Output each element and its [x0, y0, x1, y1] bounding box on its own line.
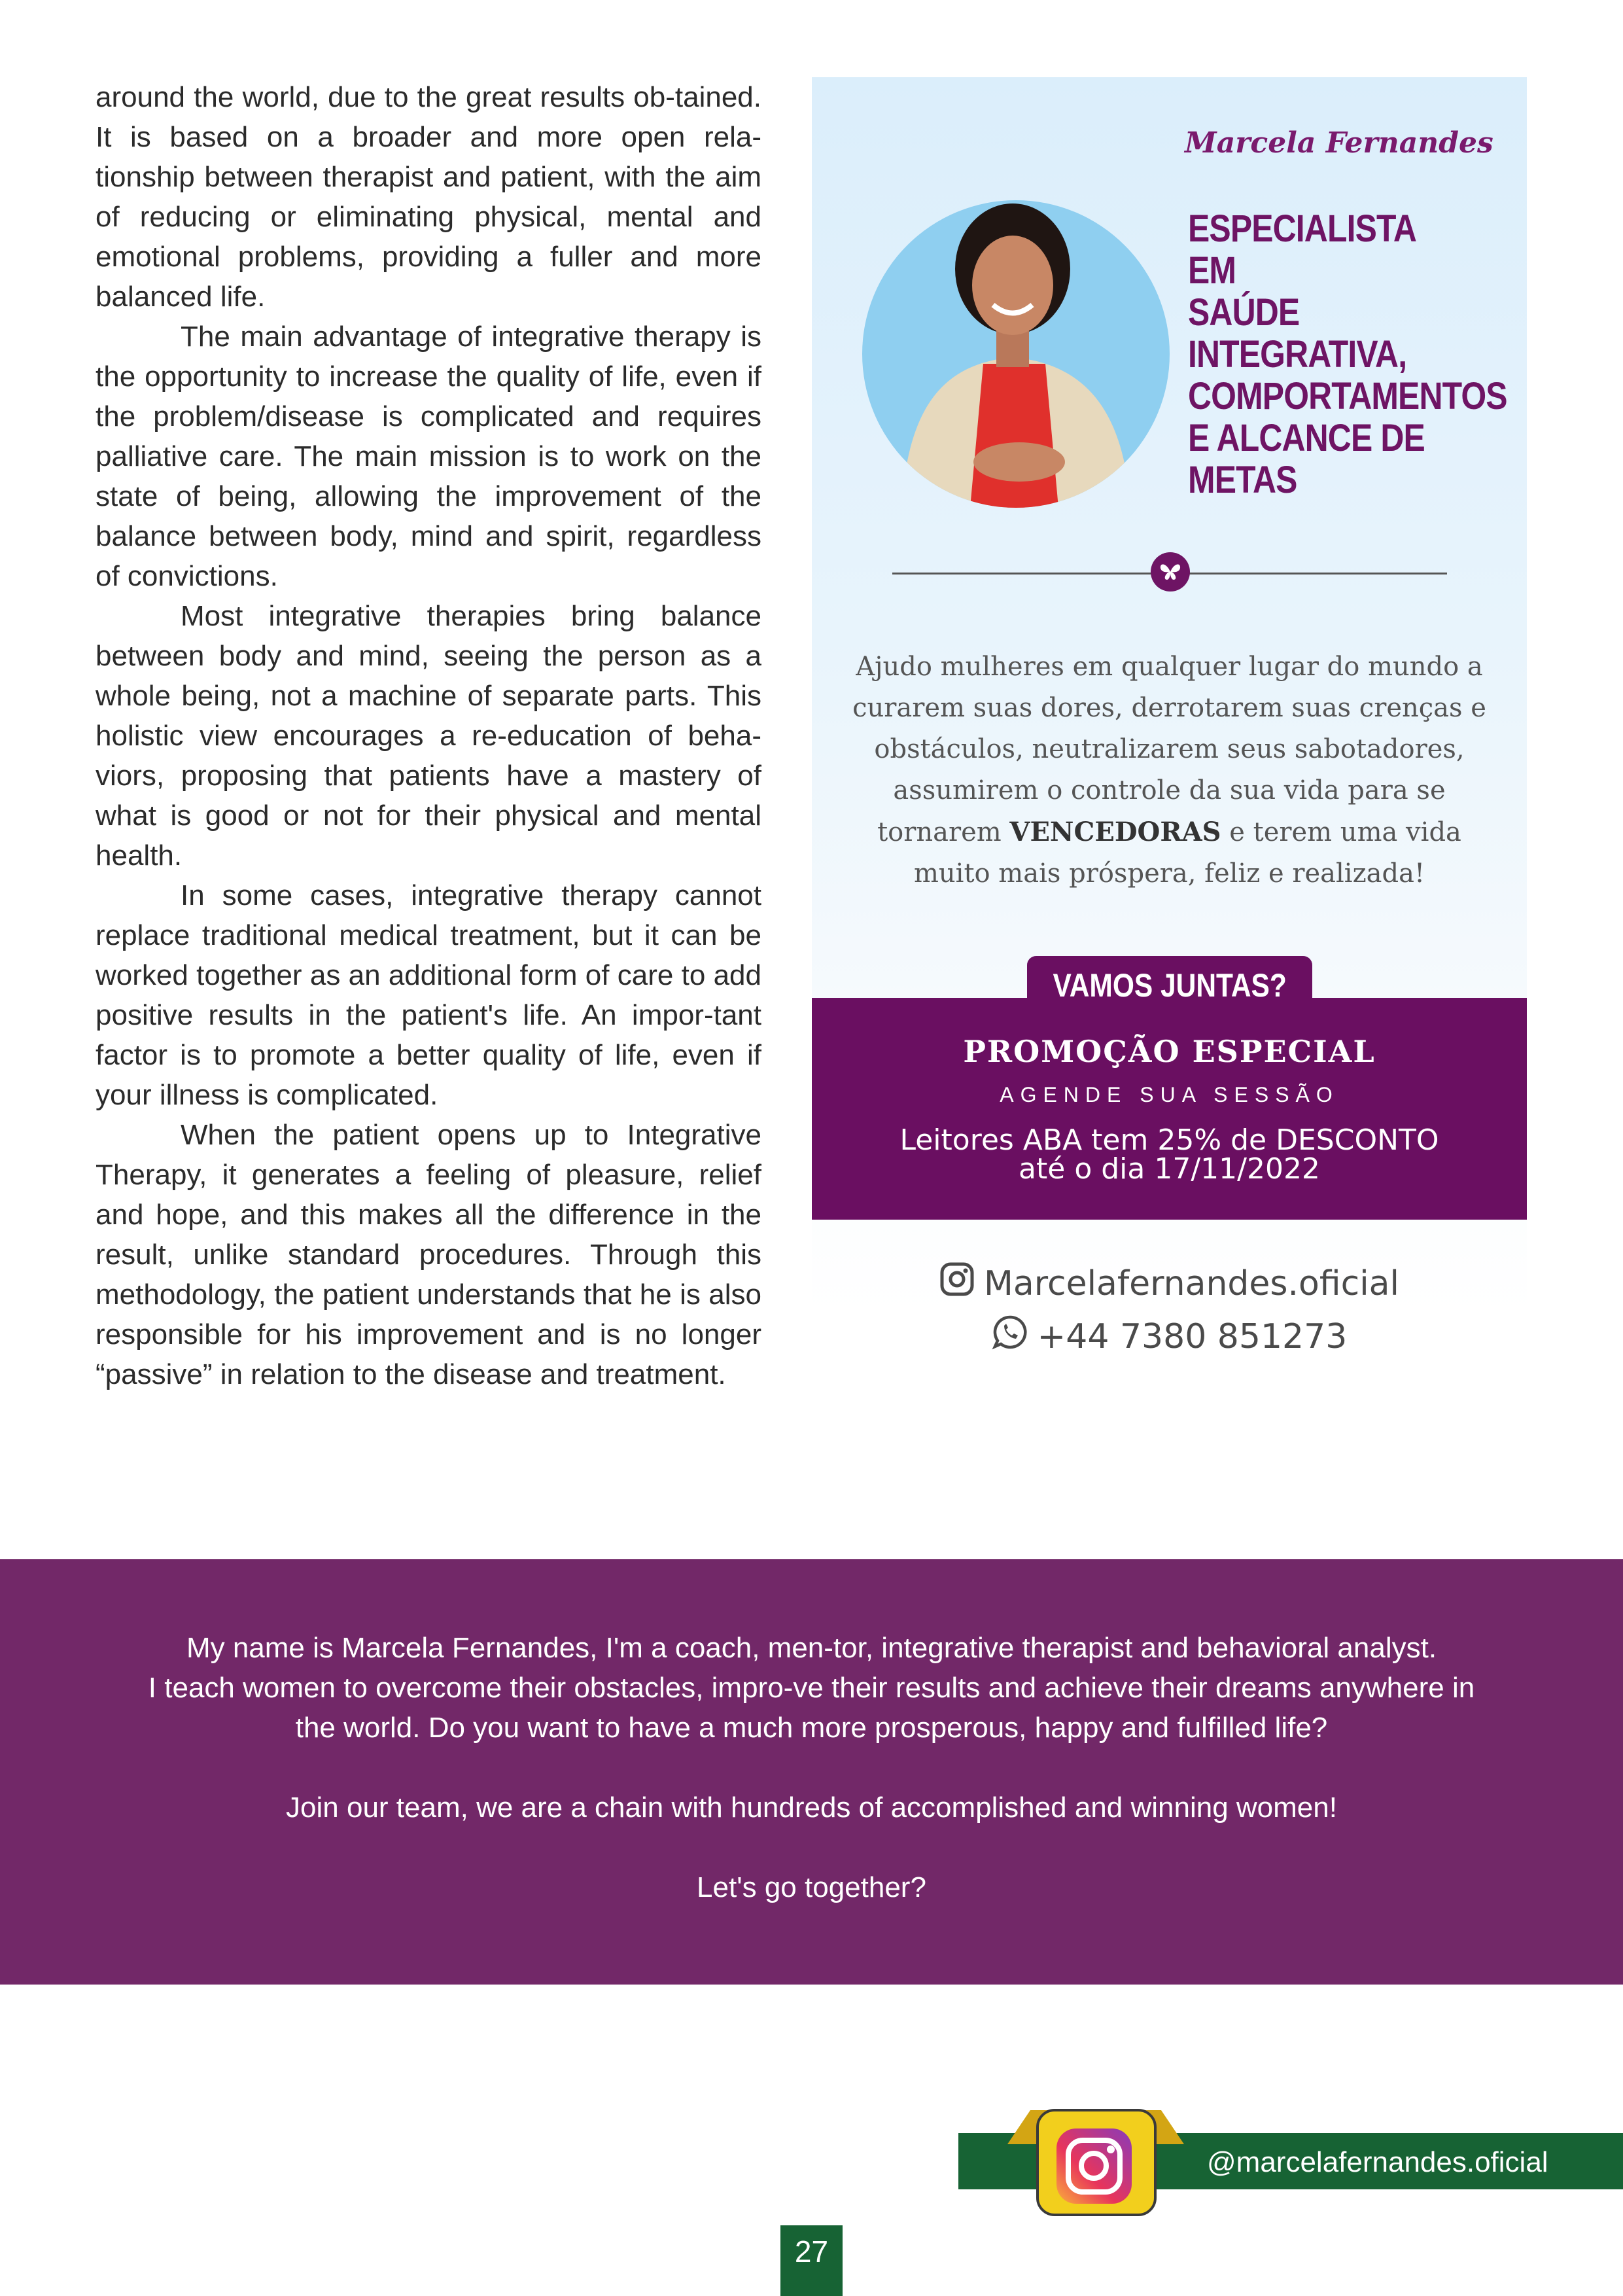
article-paragraph: When the patient opens up to Integrative Therapy, it generates a feeling of pleasure, relief and hope, and this makes all the difference in the result, unlike standard procedures. Through this methodology, the patient understands that he is also responsible for his improvement and is no longer “passive” in relation to the disease and treatment. — [96, 1119, 761, 1390]
ad-headline — [1188, 207, 1507, 501]
bio-line: I teach women to overcome their obstacles, impro-ve their results and achieve their dreams anywhere in — [148, 1672, 1475, 1704]
promotion-subtitle: AGENDE SUA SESSÃO — [1000, 1083, 1339, 1106]
portrait-photo — [862, 200, 1170, 508]
article-paragraph: The main advantage of integrative therapy is the opportunity to increase the quality of life, even if the problem/disease is complicated and requires palliative care. The main mission is to work on the state of being, allowing the improvement of the balance between body, mind and spirit, regardless of convictions. — [96, 321, 761, 592]
ad-description — [838, 646, 1501, 894]
whatsapp-icon — [992, 1314, 1028, 1359]
article-paragraph: In some cases, integrative therapy cannot replace traditional medical treatment, but it can be worked together as an additional form of care to add positive results in the patient's life. An impor-tant factor is to promote a better quality of life, even if your illness is complicated. — [96, 879, 761, 1111]
promotion-discount — [812, 1123, 1527, 1186]
instagram-contact — [812, 1262, 1527, 1305]
instagram-icon — [939, 1262, 975, 1305]
headline-line: ESPECIALISTA EM — [1188, 207, 1416, 292]
bio-line: Let's go together? — [697, 1871, 926, 1903]
article-paragraph: Most integrative therapies bring balance between body and mind, seeing the person as a whole being, not a machine of separate parts. This holistic view encourages a re-education of beha-viors, proposing that patients have a mastery of what is good or not for their physical and mental health. — [96, 600, 761, 872]
ad-description-highlight: VENCEDORAS — [1009, 817, 1221, 847]
butterfly-icon — [1151, 552, 1190, 592]
cta-text: VAMOS JUNTAS? — [1053, 967, 1287, 1004]
whatsapp-contact — [812, 1314, 1527, 1359]
bio-line: My name is Marcela Fernandes, I'm a coach, men-tor, integrative therapist and behavioral analyst. — [186, 1632, 1437, 1664]
author-bio-band — [0, 1559, 1623, 1985]
ad-signature: Marcela Fernandes — [1185, 126, 1493, 160]
article-body — [96, 77, 761, 1394]
article-paragraph: around the world, due to the great results ob-tained. It is based on a broader and more open rela-tionship between therapist and patient, with the aim of reducing or eliminating physical, mental and emotional problems, providing a fuller and more balanced life. — [96, 81, 761, 313]
phone-number: +44 7380 851273 — [1037, 1316, 1348, 1356]
ad-description-text-end: e terem uma vida muito mais próspera, feliz e realizada! — [913, 817, 1461, 889]
headline-line: SAÚDE INTEGRATIVA, — [1188, 291, 1407, 376]
promotion-title: PROMOÇÃO ESPECIAL — [963, 1034, 1376, 1069]
ad-description-text: Ajudo mulheres em qualquer lugar do mundo a curarem suas dores, derrotarem suas crenças e obstáculos, neutralizarem seus sabotadores, assumirem o controle da sua vida para se tornarem — [852, 652, 1486, 847]
social-handle[interactable]: @marcelafernandes.oficial — [1207, 2146, 1548, 2178]
bio-line: the world. Do you want to have a much more prosperous, happy and fulfilled life? — [295, 1712, 1328, 1744]
promotion-banner — [812, 998, 1527, 1220]
bio-line: Join our team, we are a chain with hundreds of accomplished and winning women! — [286, 1792, 1337, 1824]
discount-date: até o dia 17/11/2022 — [1019, 1152, 1320, 1186]
headline-line: E ALCANCE DE METAS — [1188, 417, 1425, 501]
discount-line: Leitores ABA tem 25% de DESCONTO — [899, 1123, 1439, 1157]
headline-line: COMPORTAMENTOS — [1188, 375, 1507, 417]
instagram-handle: Marcelafernandes.oficial — [984, 1263, 1399, 1303]
instagram-badge-icon — [1007, 2104, 1184, 2218]
page-number: 27 — [780, 2225, 843, 2296]
cta-label — [1027, 956, 1312, 1015]
advertisement-card — [812, 77, 1527, 1356]
